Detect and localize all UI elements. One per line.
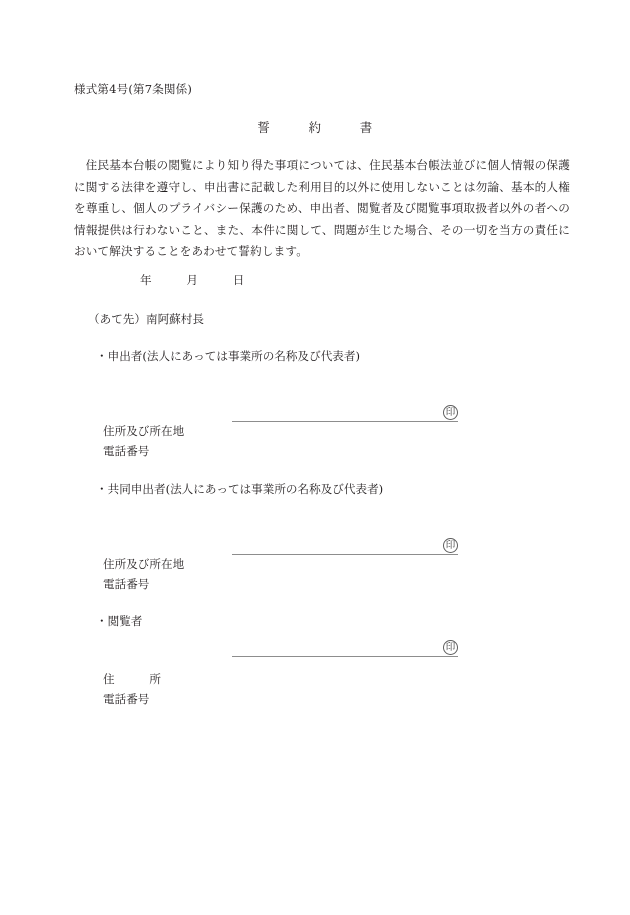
signature-rule[interactable]	[232, 656, 458, 657]
date-line: 年 月 日	[140, 273, 245, 287]
signature-line-row[interactable]	[232, 537, 477, 555]
seal-icon: 印	[443, 405, 458, 420]
signatory-title: ・申出者(法人にあっては事業所の名称及び代表者)	[96, 349, 360, 363]
seal-icon: 印	[443, 538, 458, 553]
address-label: 住所及び所在地	[103, 424, 185, 438]
signatory-title: ・閲覧者	[96, 614, 143, 628]
signature-rule[interactable]	[232, 421, 458, 422]
form-number: 様式第4号(第7条関係)	[74, 82, 193, 96]
signature-line-row[interactable]	[232, 639, 477, 657]
signature-line-row[interactable]	[232, 404, 477, 422]
signature-rule[interactable]	[232, 554, 458, 555]
seal-icon: 印	[443, 640, 458, 655]
signatory-title: ・共同申出者(法人にあっては事業所の名称及び代表者)	[96, 482, 384, 496]
address-label: 住所及び所在地	[103, 557, 185, 571]
oath-body-paragraph: 住民基本台帳の閲覧により知り得た事項については、住民基本台帳法並びに個人情報の保護に関する法律を遵守し、申出書に記載した利用目的以外に使用しないことは勿論、基本的人権を尊重し、個人のプライバシー保護のため、申出者、閲覧者及び閲覧事項取扱者以外の者への情報提供は行わないこと、また、本件に関して、問題が生じた場合、その一切を当方の責任において解決することをあわせて誓約します。	[74, 158, 570, 258]
phone-label: 電話番号	[103, 692, 150, 706]
phone-label: 電話番号	[103, 577, 150, 591]
document-heading: 誓 約 書	[257, 120, 373, 135]
addressee-line: （あて先）南阿蘇村長	[88, 312, 204, 326]
phone-label: 電話番号	[103, 444, 150, 458]
address-label: 住 所	[103, 672, 161, 686]
